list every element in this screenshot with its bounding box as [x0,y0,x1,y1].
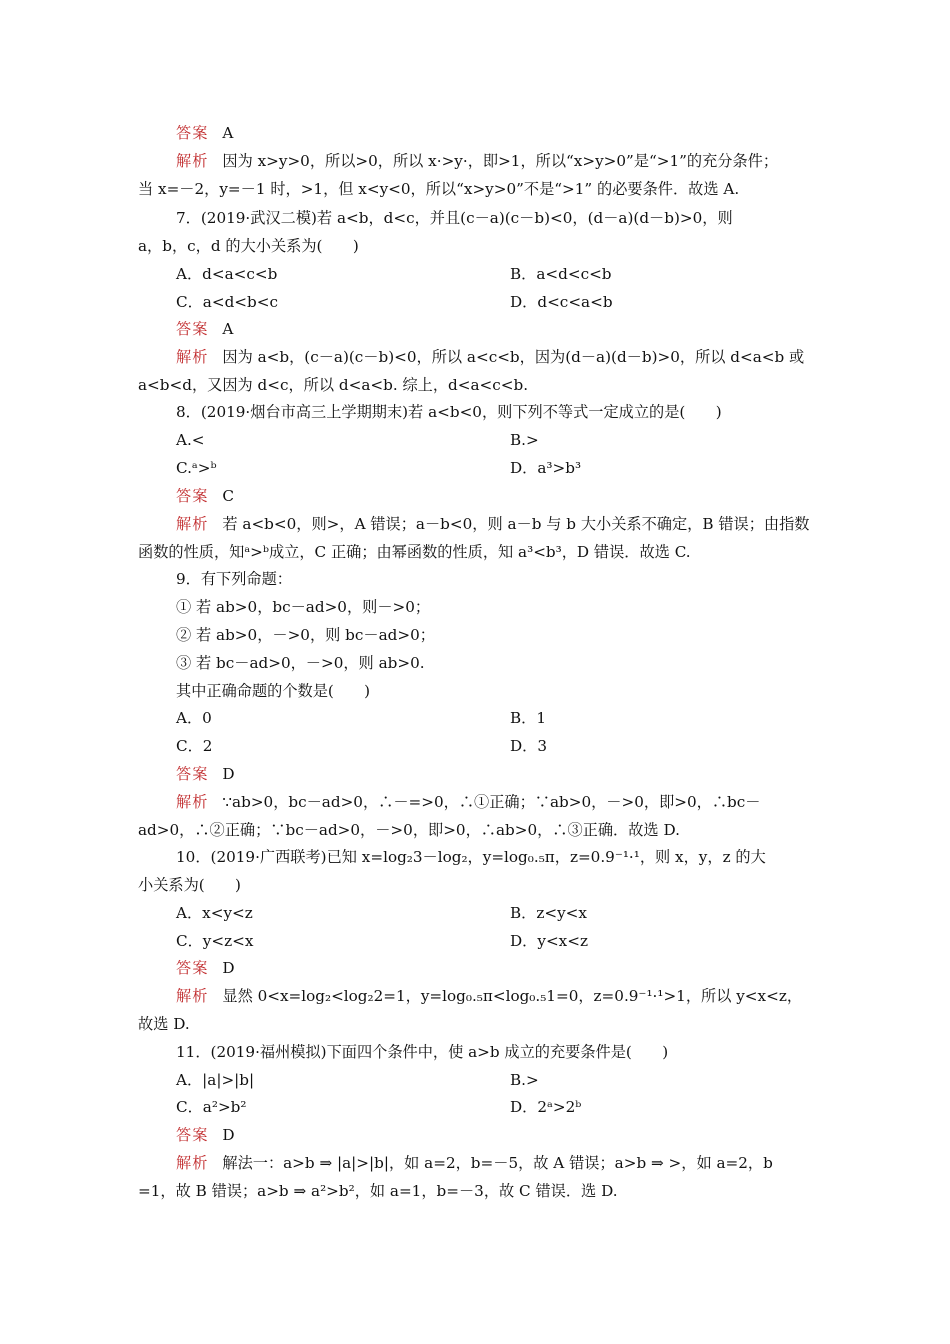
option-left: A．0 [176,709,212,727]
option-right: B．1 [510,709,547,727]
text-line: 小关系为( ) [138,876,241,894]
answer-label: 答案 [176,487,209,505]
analysis-line [176,986,802,1006]
answer-value: A [222,124,234,142]
answer-value: A [222,320,234,338]
analysis-line [176,347,804,367]
answer-label: 答案 [176,959,209,977]
option-right: D．2ᵃ>2ᵇ [510,1098,582,1116]
text-line: a，b，c，d 的大小关系为( ) [138,237,359,255]
answer-line [176,958,235,978]
analysis-text: ∵ab>0，bc－ad>0，∴－=>0，∴①正确；∵ab>0，－>0，即>0，∴bc－ [222,793,761,811]
answer-line [176,764,235,784]
answer-value: D [222,765,235,783]
option-right: B.> [510,431,539,449]
text-line: ② 若 ab>0，－>0，则 bc－ad>0； [176,626,435,644]
text-line: 当 x=－2，y=－1 时，>1，但 x<y<0，所以“x>y>0”不是“>1” 的必要条件．故选 A. [138,180,740,198]
analysis-line [176,1153,773,1173]
text-line: 7．(2019·武汉二模)若 a<b，d<c，并且(c－a)(c－b)<0，(d－a)(d－b)>0，则 [176,209,733,227]
analysis-text: 解法一：a>b ⇒ |a|>|b|，如 a=2，b=－5，故 A 错误；a>b ⇒ >，如 a=2，b [222,1154,773,1172]
text-line: ① 若 ab>0，bc－ad>0，则－>0； [176,598,431,616]
analysis-line [176,514,809,534]
option-right: B．a<d<c<b [510,265,612,283]
option-right: B．z<y<x [510,904,587,922]
option-right: B.> [510,1071,539,1089]
text-line: 9．有下列命题： [176,570,292,588]
analysis-label: 解析 [176,348,209,366]
option-left: C．2 [176,737,213,755]
analysis-text: 显然 0<x=log₂<log₂2=1，y=log₀.₅π<log₀.₅1=0，z=0.9⁻¹·¹>1，所以 y<x<z， [222,987,803,1005]
option-left: C.ᵃ>ᵇ [176,459,217,477]
option-right: D．3 [510,737,548,755]
answer-value: C [222,487,234,505]
analysis-line [176,151,778,171]
text-line: 11．(2019·福州模拟)下面四个条件中，使 a>b 成立的充要条件是( ) [176,1043,669,1061]
text-line: 10．(2019·广西联考)已知 x=log₂3－log₂，y=log₀.₅π，z=0.9⁻¹·¹，则 x，y，z 的大 [176,848,766,866]
analysis-label: 解析 [176,1154,209,1172]
answer-label: 答案 [176,320,209,338]
option-right: D．y<x<z [510,932,588,950]
text-line: a<b<d，又因为 d<c，所以 d<a<b. 综上，d<a<c<b. [138,376,529,394]
analysis-label: 解析 [176,793,209,811]
analysis-label: 解析 [176,152,209,170]
answer-label: 答案 [176,765,209,783]
option-left: C．y<z<x [176,932,254,950]
answer-label: 答案 [176,1126,209,1144]
answer-line [176,123,233,143]
option-left: A.< [176,431,205,449]
analysis-label: 解析 [176,515,209,533]
analysis-label: 解析 [176,987,209,1005]
text-line: 其中正确命题的个数是( ) [176,682,371,700]
analysis-text: 因为 a<b，(c－a)(c－b)<0，所以 a<c<b，因为(d－a)(d－b)>0，所以 d<a<b 或 [222,348,805,366]
analysis-line [176,792,760,812]
option-left: A．d<a<c<b [176,265,278,283]
text-line: 函数的性质，知ᵃ>ᵇ成立，C 正确；由幂函数的性质，知 a³<b³，D 错误．故选 C. [138,543,691,561]
option-left: A．|a|>|b| [176,1071,255,1089]
option-left: C．a<d<b<c [176,293,278,311]
option-left: A．x<y<z [176,904,253,922]
option-left: C．a²>b² [176,1098,247,1116]
analysis-text: 若 a<b<0，则>，A 错误；a－b<0，则 a－b 与 b 大小关系不确定，B 错误；由指数 [222,515,810,533]
text-line: 8．(2019·烟台市高三上学期期末)若 a<b<0，则下列不等式一定成立的是( ) [176,403,722,421]
text-line: ad>0，∴②正确；∵bc－ad>0，－>0，即>0，∴ab>0，∴③正确．故选 D. [138,821,680,839]
answer-line [176,319,233,339]
option-right: D．d<c<a<b [510,293,613,311]
answer-value: D [222,1126,235,1144]
answer-value: D [222,959,235,977]
text-line: 故选 D. [138,1015,190,1033]
analysis-text: 因为 x>y>0，所以>0，所以 x·>y·，即>1，所以“x>y>0”是“>1”的充分条件； [222,152,779,170]
answer-label: 答案 [176,124,209,142]
text-line: ③ 若 bc－ad>0，－>0，则 ab>0. [176,654,425,672]
answer-line [176,1125,235,1145]
option-right: D．a³>b³ [510,459,582,477]
answer-line [176,486,234,506]
text-line: =1，故 B 错误；a>b ⇒ a²>b²，如 a=1，b=－3，故 C 错误．选 D. [138,1182,618,1200]
